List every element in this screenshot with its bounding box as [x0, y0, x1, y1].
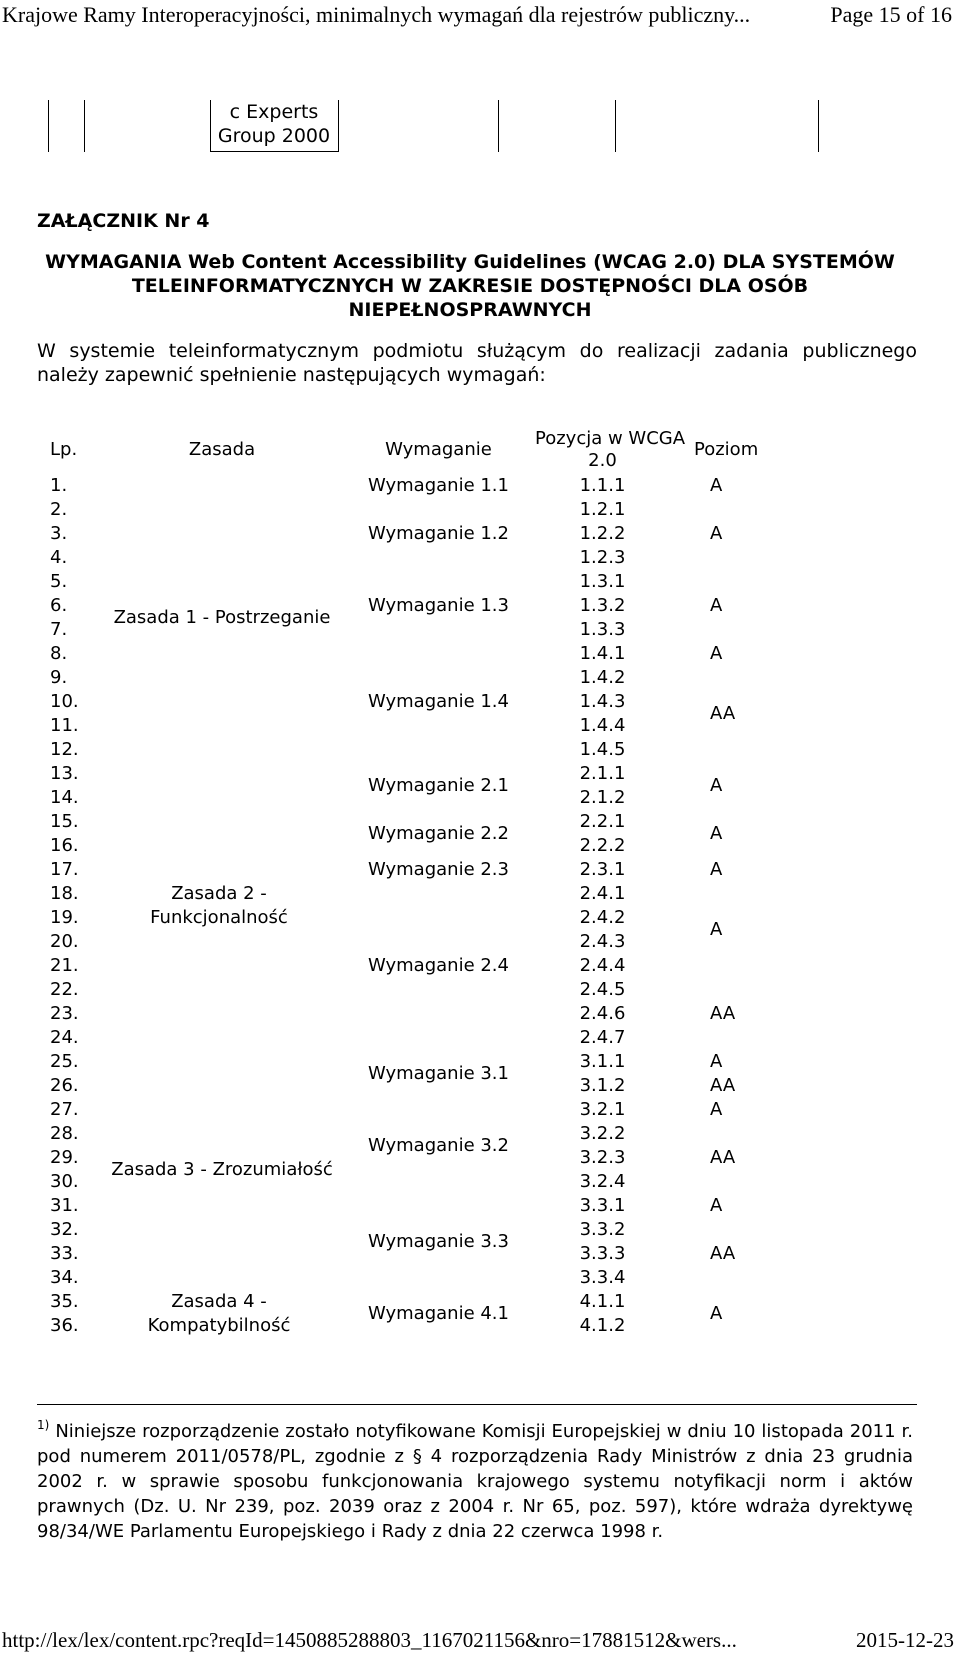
page-number: Page 15 of 16: [830, 2, 952, 27]
cell-poziom: A: [710, 859, 723, 880]
intro-paragraph: W systemie teleinformatycznym podmiotu służącym do realizacji zadania publicznego należy zapewnić spełnienie następujących wymagań:: [37, 340, 917, 386]
cell-wymaganie: Wymaganie 2.3: [368, 859, 509, 880]
cell-pozycja: 2.2.2: [579, 835, 626, 856]
cell-poziom: A: [710, 523, 723, 544]
table-row: [44, 1050, 916, 1074]
cell-lp: 25.: [50, 1051, 79, 1072]
cell-pozycja: 1.4.1: [579, 643, 626, 664]
cell-pozycja: 3.2.2: [579, 1123, 626, 1144]
cell-poziom: A: [710, 1303, 723, 1324]
cell-lp: 5.: [50, 571, 68, 592]
requirements-table: [44, 426, 916, 1338]
cell-poziom: AA: [710, 1003, 736, 1024]
cell-lp: 14.: [50, 787, 79, 808]
cell-lp: 21.: [50, 955, 79, 976]
cell-zasada: Zasada 3 - Zrozumiałość: [111, 1159, 333, 1180]
cell-poziom: AA: [710, 703, 736, 724]
cell-poziom: A: [710, 1195, 723, 1216]
divider: [84, 100, 85, 152]
cell-pozycja: 1.4.4: [579, 715, 626, 736]
print-footer-date: 2015-12-23: [856, 1628, 954, 1652]
cell-wymaganie: Wymaganie 1.2: [368, 523, 509, 544]
cell-pozycja: 2.4.5: [579, 979, 626, 1000]
cell-lp: 7.: [50, 619, 68, 640]
cell-pozycja: 1.4.5: [579, 739, 626, 760]
header-wymaganie: Wymaganie: [385, 439, 492, 460]
cell-lp: 29.: [50, 1147, 79, 1168]
cell-wymaganie: Wymaganie 3.1: [368, 1063, 509, 1084]
cell-wymaganie: Wymaganie 1.1: [368, 475, 509, 496]
document-title: WYMAGANIA Web Content Accessibility Guidelines (WCAG 2.0) DLA SYSTEMÓW TELEINFORMATYCZNYCH W ZAKRESIE DOSTĘPNOŚCI DLA OSÓB NIEPEŁNOSPRAWNYCH: [45, 251, 895, 321]
cell-lp: 36.: [50, 1315, 79, 1336]
cell-pozycja: 3.3.1: [579, 1195, 626, 1216]
cell-poziom: A: [710, 775, 723, 796]
cell-lp: 3.: [50, 523, 68, 544]
cell-lp: 20.: [50, 931, 79, 952]
cell-poziom: A: [710, 643, 723, 664]
divider: [48, 100, 49, 152]
cell-lp: 17.: [50, 859, 79, 880]
cell-lp: 34.: [50, 1267, 79, 1288]
cell-lp: 35.: [50, 1291, 79, 1312]
cell-lp: 6.: [50, 595, 68, 616]
cell-lp: 19.: [50, 907, 79, 928]
cell-pozycja: 2.2.1: [579, 811, 626, 832]
cell-lp: 31.: [50, 1195, 79, 1216]
cell-poziom: A: [710, 475, 723, 496]
cell-lp: 27.: [50, 1099, 79, 1120]
cell-wymaganie: Wymaganie 4.1: [368, 1303, 509, 1324]
cell-lp: 33.: [50, 1243, 79, 1264]
cell-pozycja: 3.3.2: [579, 1219, 626, 1240]
cell-pozycja: 2.4.6: [579, 1003, 626, 1024]
browser-print-header-title: Krajowe Ramy Interoperacyjności, minimalnych wymagań dla rejestrów publiczny...: [2, 2, 751, 27]
cell-wymaganie: Wymaganie 2.4: [368, 955, 509, 976]
table-row: [44, 474, 916, 498]
cell-lp: 13.: [50, 763, 79, 784]
cell-lp: 9.: [50, 667, 68, 688]
cell-pozycja: 3.1.1: [579, 1051, 626, 1072]
cell-lp: 28.: [50, 1123, 79, 1144]
cell-pozycja: 1.4.3: [579, 691, 626, 712]
cell-lp: 8.: [50, 643, 68, 664]
cell-pozycja: 2.1.1: [579, 763, 626, 784]
cell-wymaganie: Wymaganie 3.2: [368, 1135, 509, 1156]
table-row: [44, 762, 916, 786]
cell-pozycja: 3.1.2: [579, 1075, 626, 1096]
cell-pozycja: 1.3.1: [579, 571, 626, 592]
cell-pozycja: 1.2.2: [579, 523, 626, 544]
cell-lp: 2.: [50, 499, 68, 520]
cell-poziom: A: [710, 823, 723, 844]
cell-pozycja: 3.3.4: [579, 1267, 626, 1288]
cell-lp: 1.: [50, 475, 68, 496]
header-pozycja: Pozycja w WCGA 2.0: [535, 428, 686, 471]
table-header-row: [44, 426, 916, 474]
cell-poziom: AA: [710, 1147, 736, 1168]
cell-pozycja: 3.2.3: [579, 1147, 626, 1168]
cell-poziom: A: [710, 1051, 723, 1072]
cell-pozycja: 2.3.1: [579, 859, 626, 880]
cell-pozycja: 2.4.1: [579, 883, 626, 904]
divider: [818, 100, 819, 152]
cell-pozycja: 1.2.1: [579, 499, 626, 520]
divider: [210, 151, 338, 152]
cell-pozycja: 2.4.2: [579, 907, 626, 928]
cell-lp: 4.: [50, 547, 68, 568]
footnote-divider: [37, 1404, 917, 1405]
cell-pozycja: 1.4.2: [579, 667, 626, 688]
cell-pozycja: 2.4.7: [579, 1027, 626, 1048]
cell-lp: 24.: [50, 1027, 79, 1048]
cell-pozycja: 2.4.3: [579, 931, 626, 952]
cell-lp: 23.: [50, 1003, 79, 1024]
cell-lp: 10.: [50, 691, 79, 712]
cell-pozycja: 1.3.2: [579, 595, 626, 616]
table-row: [44, 1290, 916, 1314]
divider: [498, 100, 499, 152]
cell-lp: 11.: [50, 715, 79, 736]
cell-wymaganie: Wymaganie 2.1: [368, 775, 509, 796]
print-footer-url: http://lex/lex/content.rpc?reqId=1450885288803_1167021156&nro=17881512&wers...: [2, 1628, 737, 1652]
cell-lp: 12.: [50, 739, 79, 760]
divider: [615, 100, 616, 152]
divider: [338, 100, 339, 152]
footnote: $^{1)}$ Niniejsze rozporządzenie zostało notyfikowane Komisji Europejskiej w dniu 10 listopada 2011 r. pod numerem 2011/0578/PL, zgodnie z § 4 rozporządzenia Rady Ministrów z dnia 23 grudnia 2002 r. w sprawie sposobu funkcjonowania krajowego systemu notyfikacji norm i aktów prawnych (Dz. U. Nr 239, poz. 2039 oraz z 2004 r. Nr 65, poz. 597), które wdraża dyrektywę 98/34/WE Parlamentu Europejskiego i Rady z dnia 22 czerwca 1998 r.: [37, 1418, 913, 1542]
cell-lp: 16.: [50, 835, 79, 856]
cell-zasada: Zasada 2 - Funkcjonalność: [150, 883, 288, 928]
cell-pozycja: 3.2.4: [579, 1171, 626, 1192]
cell-pozycja: 3.3.3: [579, 1243, 626, 1264]
cell-lp: 22.: [50, 979, 79, 1000]
cell-poziom: A: [710, 595, 723, 616]
cell-lp: 30.: [50, 1171, 79, 1192]
cell-zasada: Zasada 1 - Postrzeganie: [113, 607, 331, 628]
header-poziom: Poziom: [694, 439, 759, 460]
cell-poziom: A: [710, 919, 723, 940]
cell-zasada: Zasada 4 - Kompatybilność: [147, 1291, 291, 1336]
cell-poziom: AA: [710, 1243, 736, 1264]
cell-lp: 18.: [50, 883, 79, 904]
header-zasada: Zasada: [188, 439, 256, 460]
cell-lp: 26.: [50, 1075, 79, 1096]
cell-lp: 15.: [50, 811, 79, 832]
cell-pozycja: 2.4.4: [579, 955, 626, 976]
cell-pozycja: 1.2.3: [579, 547, 626, 568]
header-lp: Lp.: [50, 439, 78, 460]
copyright-notice: c Experts Group 2000: [217, 101, 331, 147]
annex-label: ZAŁĄCZNIK Nr 4: [37, 210, 210, 232]
cell-pozycja: 1.3.3: [579, 619, 626, 640]
cell-pozycja: 3.2.1: [579, 1099, 626, 1120]
cell-poziom: AA: [710, 1075, 736, 1096]
cell-pozycja: 1.1.1: [579, 475, 626, 496]
cell-wymaganie: Wymaganie 1.4: [368, 691, 509, 712]
cell-wymaganie: Wymaganie 3.3: [368, 1231, 509, 1252]
cell-pozycja: 4.1.1: [579, 1291, 626, 1312]
cell-pozycja: 2.1.2: [579, 787, 626, 808]
cell-pozycja: 4.1.2: [579, 1315, 626, 1336]
cell-wymaganie: Wymaganie 2.2: [368, 823, 509, 844]
cell-lp: 32.: [50, 1219, 79, 1240]
cell-poziom: A: [710, 1099, 723, 1120]
cell-wymaganie: Wymaganie 1.3: [368, 595, 509, 616]
